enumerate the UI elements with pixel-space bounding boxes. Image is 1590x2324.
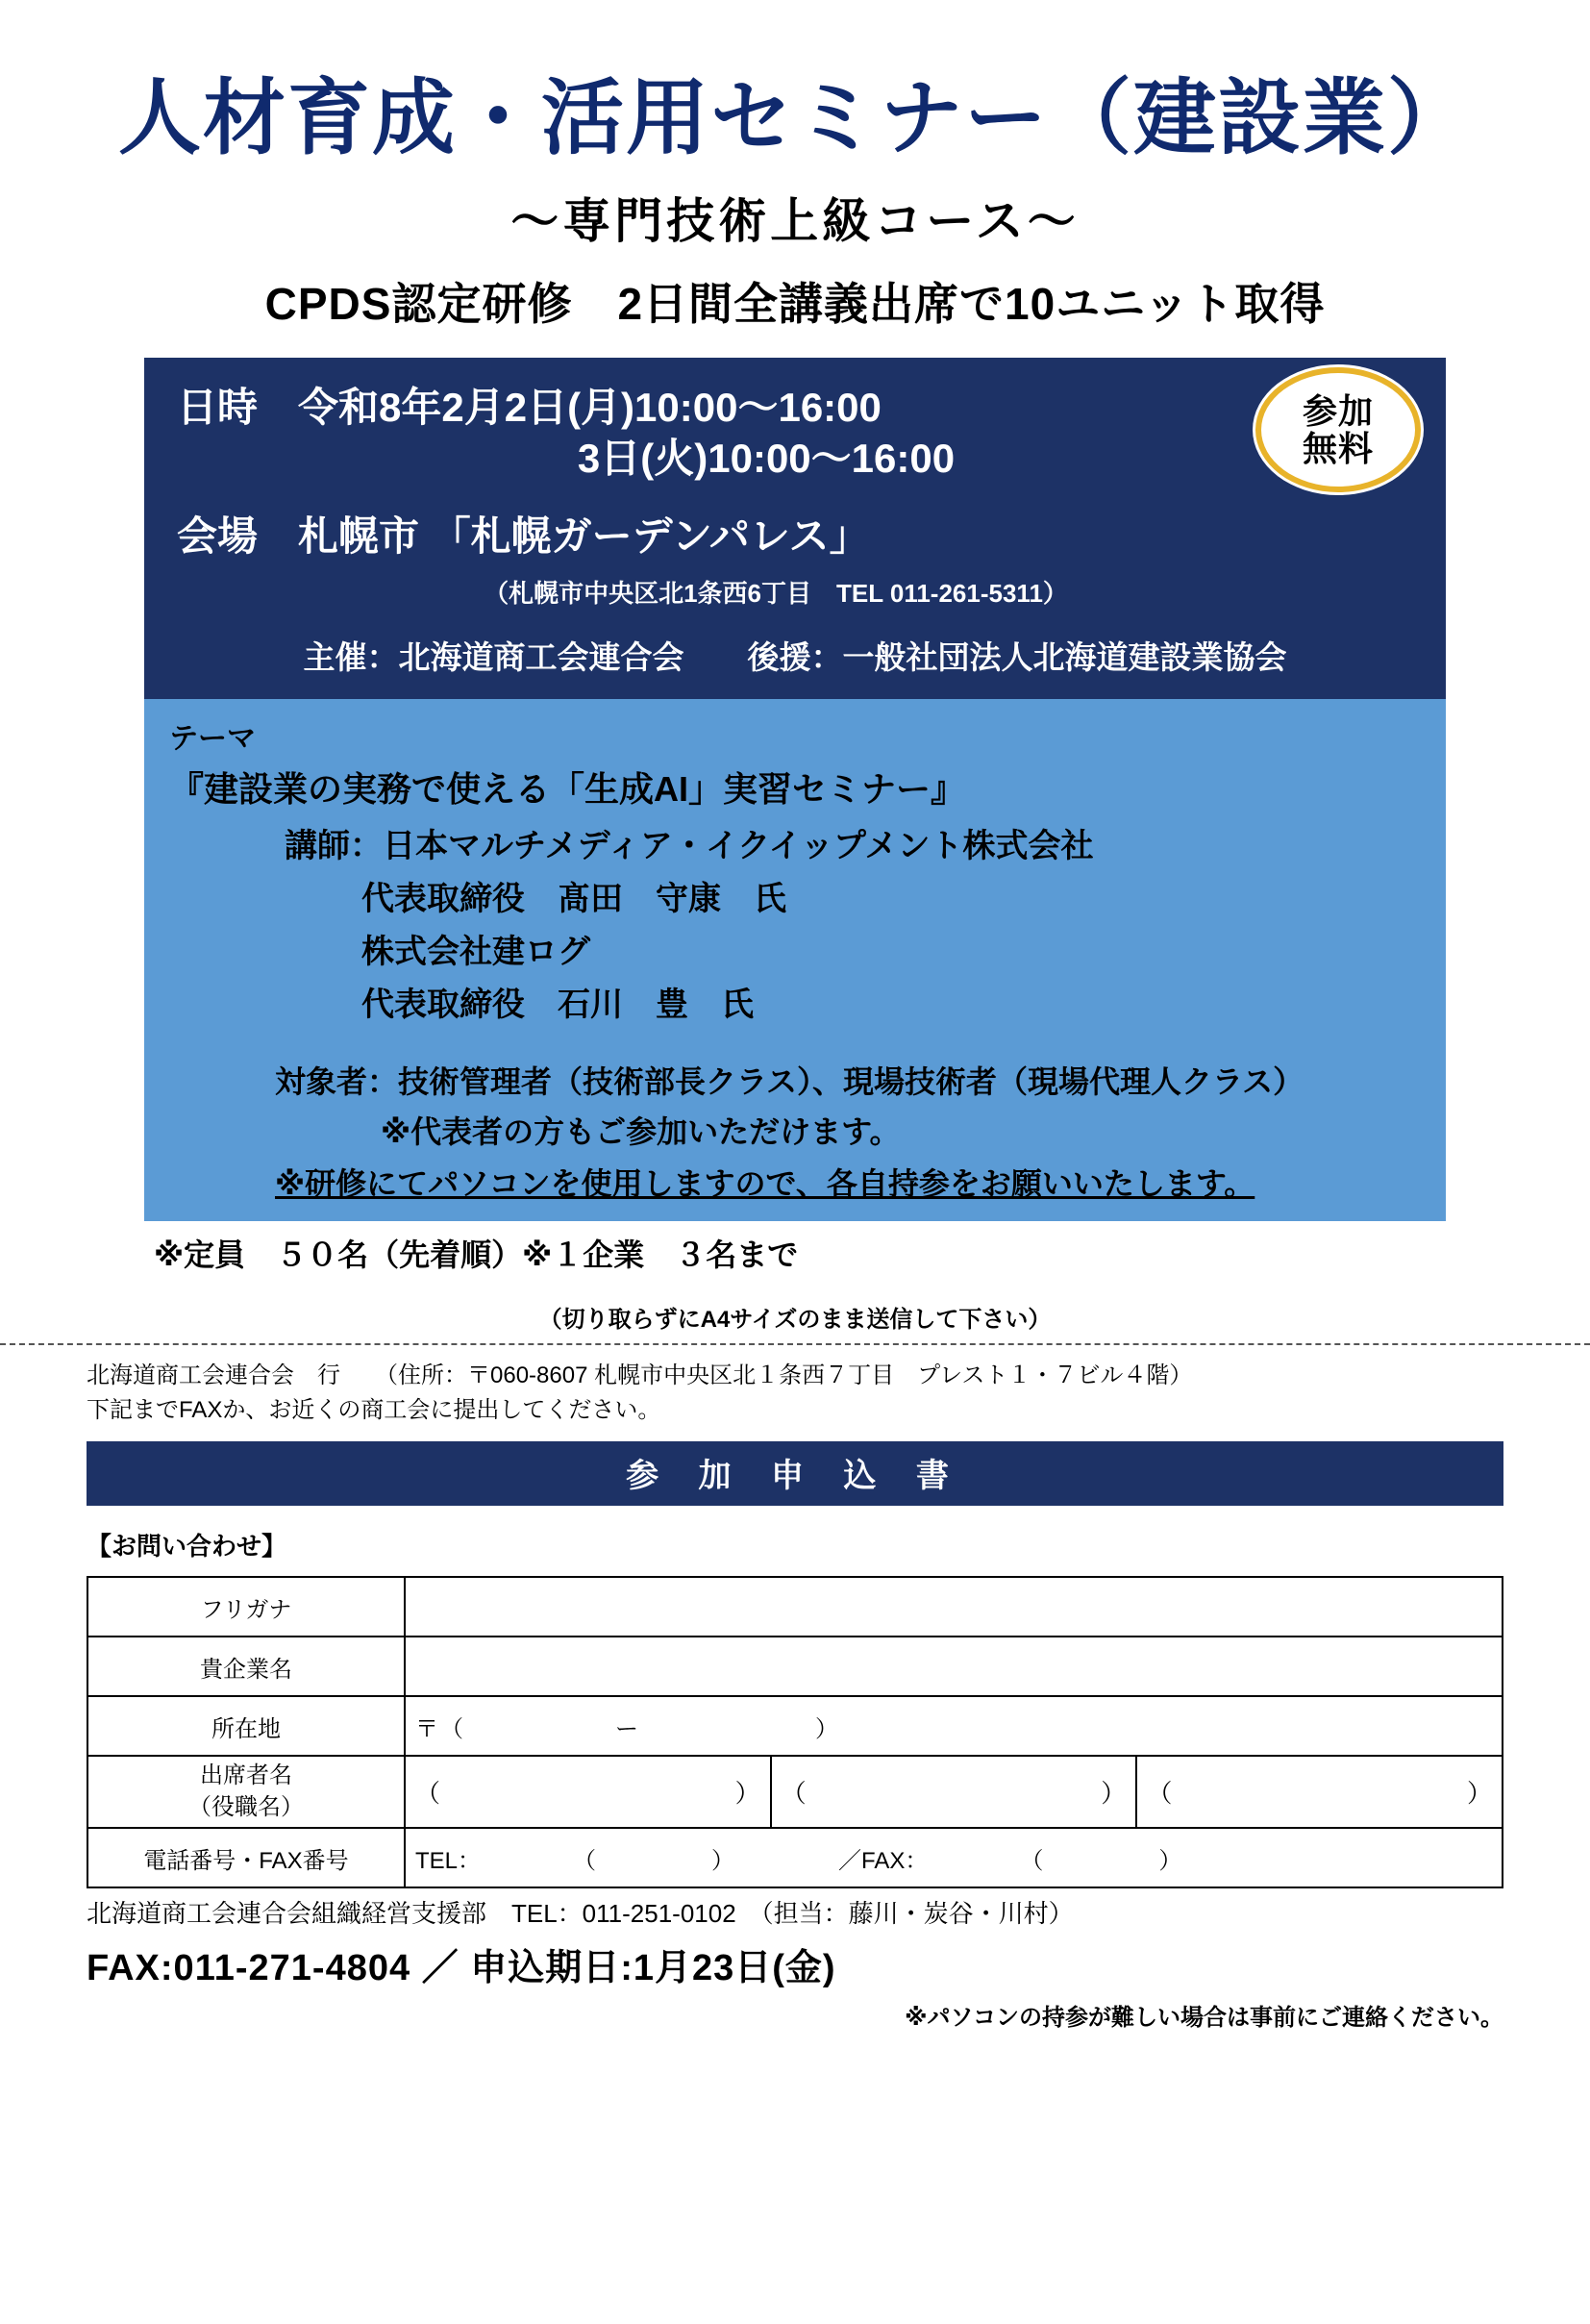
badge-line-1: 参加 [1302, 390, 1374, 431]
event-date-line-2: 3日(火)10:00〜16:00 [577, 435, 956, 481]
table-row-company [87, 1637, 1503, 1696]
submit-address-line-1: 北海道商工会連合会 行 （住所：〒060-8607 札幌市中央区北１条西７丁目 プレスト１・７ビル４階） [87, 1362, 1193, 1389]
target-audience: 対象者：技術管理者（技術部長クラス）、現場技術者（現場代理人クラス） [275, 1064, 1304, 1100]
theme-label: テーマ [169, 723, 256, 756]
lecturer-person-1: 代表取締役 髙田 守康 氏 [361, 881, 786, 918]
cut-instruction: （切り取らずにA4サイズのまま送信して下さい） [538, 1307, 1052, 1334]
table-row-address [87, 1696, 1503, 1756]
submit-address-line-2: 下記までFAXか、お近くの商工会に提出してください。 [87, 1397, 661, 1424]
cpds-note: CPDS認定研修 2日間全講義出席で10ユニット取得 [264, 279, 1326, 330]
application-section [87, 1359, 1503, 1888]
event-hosts: 主催：北海道商工会連合会 後援：一般社団法人北海道建設業協会 [303, 639, 1287, 676]
attendee-paren-3-open: （ [1147, 1779, 1173, 1809]
lecturer-person-2: 代表取締役 石川 豊 氏 [361, 987, 754, 1024]
badge-line-2: 無料 [1302, 429, 1374, 469]
event-venue: 会場 札幌市 「札幌ガーデンパレス」 [177, 513, 870, 560]
flyer-page [0, 72, 1590, 2324]
table-row-attendees [87, 1756, 1503, 1828]
free-participation-badge [1255, 367, 1421, 492]
theme-box [144, 699, 1446, 1221]
event-date-line-1: 日時 令和8年2月2日(月)10:00〜16:00 [177, 385, 882, 431]
capacity-note: ※定員 ５０名（先着順）※１企業 ３名まで [154, 1237, 799, 1273]
attendee-paren-3 [1147, 1774, 1492, 1809]
footer-contact: 北海道商工会連合会組織経営支援部 TEL：011-251-0102 （担当：藤川・炭谷・川村） [87, 1899, 1074, 1929]
attendee-paren-3-close: ） [1466, 1779, 1492, 1809]
pc-requirement-note: ※研修にてパソコンを使用しますので、各自持参をお願いいたします。 [275, 1166, 1255, 1202]
phone-label: 電話番号・FAX番号 [87, 1828, 405, 1887]
page-subtitle: 〜専門技術上級コース〜 [510, 194, 1080, 249]
lecturer-company-1: 講師：日本マルチメディア・イクイップメント株式会社 [285, 828, 1094, 865]
attendee-paren-2-close: ） [1101, 1779, 1127, 1809]
cut-divider [0, 1343, 1590, 1345]
table-row-phone [87, 1828, 1503, 1887]
furigana-label: フリガナ [87, 1577, 405, 1637]
event-venue-address: （札幌市中央区北1条西6丁目 TEL 011-261-5311） [484, 579, 1068, 609]
attendee-input-1[interactable] [405, 1756, 771, 1828]
event-info-box [144, 358, 1446, 699]
attendee-input-3[interactable] [1136, 1756, 1503, 1828]
attendee-label-line-1: 出席者名 [200, 1762, 292, 1789]
application-form-table [87, 1576, 1503, 1888]
address-label: 所在地 [87, 1696, 405, 1756]
page-title: 人材育成・活用セミナー（建設業） [118, 72, 1472, 164]
phone-input[interactable]: TEL： （ ） ／FAX： （ ） [405, 1828, 1503, 1887]
table-row-furigana [87, 1577, 1503, 1637]
address-input[interactable]: 〒（ ー ） [405, 1696, 1503, 1756]
footer-fax-deadline: FAX:011-271-4804 ／ 申込期日:1月23日(金) [87, 1948, 836, 1989]
attendee-paren-1-open: （ [415, 1779, 441, 1809]
attendee-paren-2-open: （ [781, 1779, 807, 1809]
attendee-label-line-2: （役職名） [188, 1793, 304, 1820]
target-audience-note: ※代表者の方もご参加いただけます。 [381, 1114, 901, 1150]
company-input[interactable] [405, 1637, 1503, 1696]
attendee-paren-1-close: ） [734, 1779, 760, 1809]
footer-pc-note: ※パソコンの持参が難しい場合は事前にご連絡ください。 [905, 2005, 1503, 2032]
company-label: 貴企業名 [87, 1637, 405, 1696]
theme-title: 『建設業の実務で使える「生成AI」実習セミナー』 [169, 769, 966, 810]
attendee-paren-1 [415, 1774, 760, 1809]
application-banner: 参 加 申 込 書 [87, 1441, 1503, 1506]
attendee-label [87, 1756, 405, 1828]
inquiry-label: 【お問い合わせ】 [87, 1532, 287, 1562]
attendee-paren-2 [781, 1774, 1127, 1809]
lecturer-company-2: 株式会社建ログ [361, 934, 590, 971]
attendee-input-2[interactable] [771, 1756, 1137, 1828]
furigana-input[interactable] [405, 1577, 1503, 1637]
